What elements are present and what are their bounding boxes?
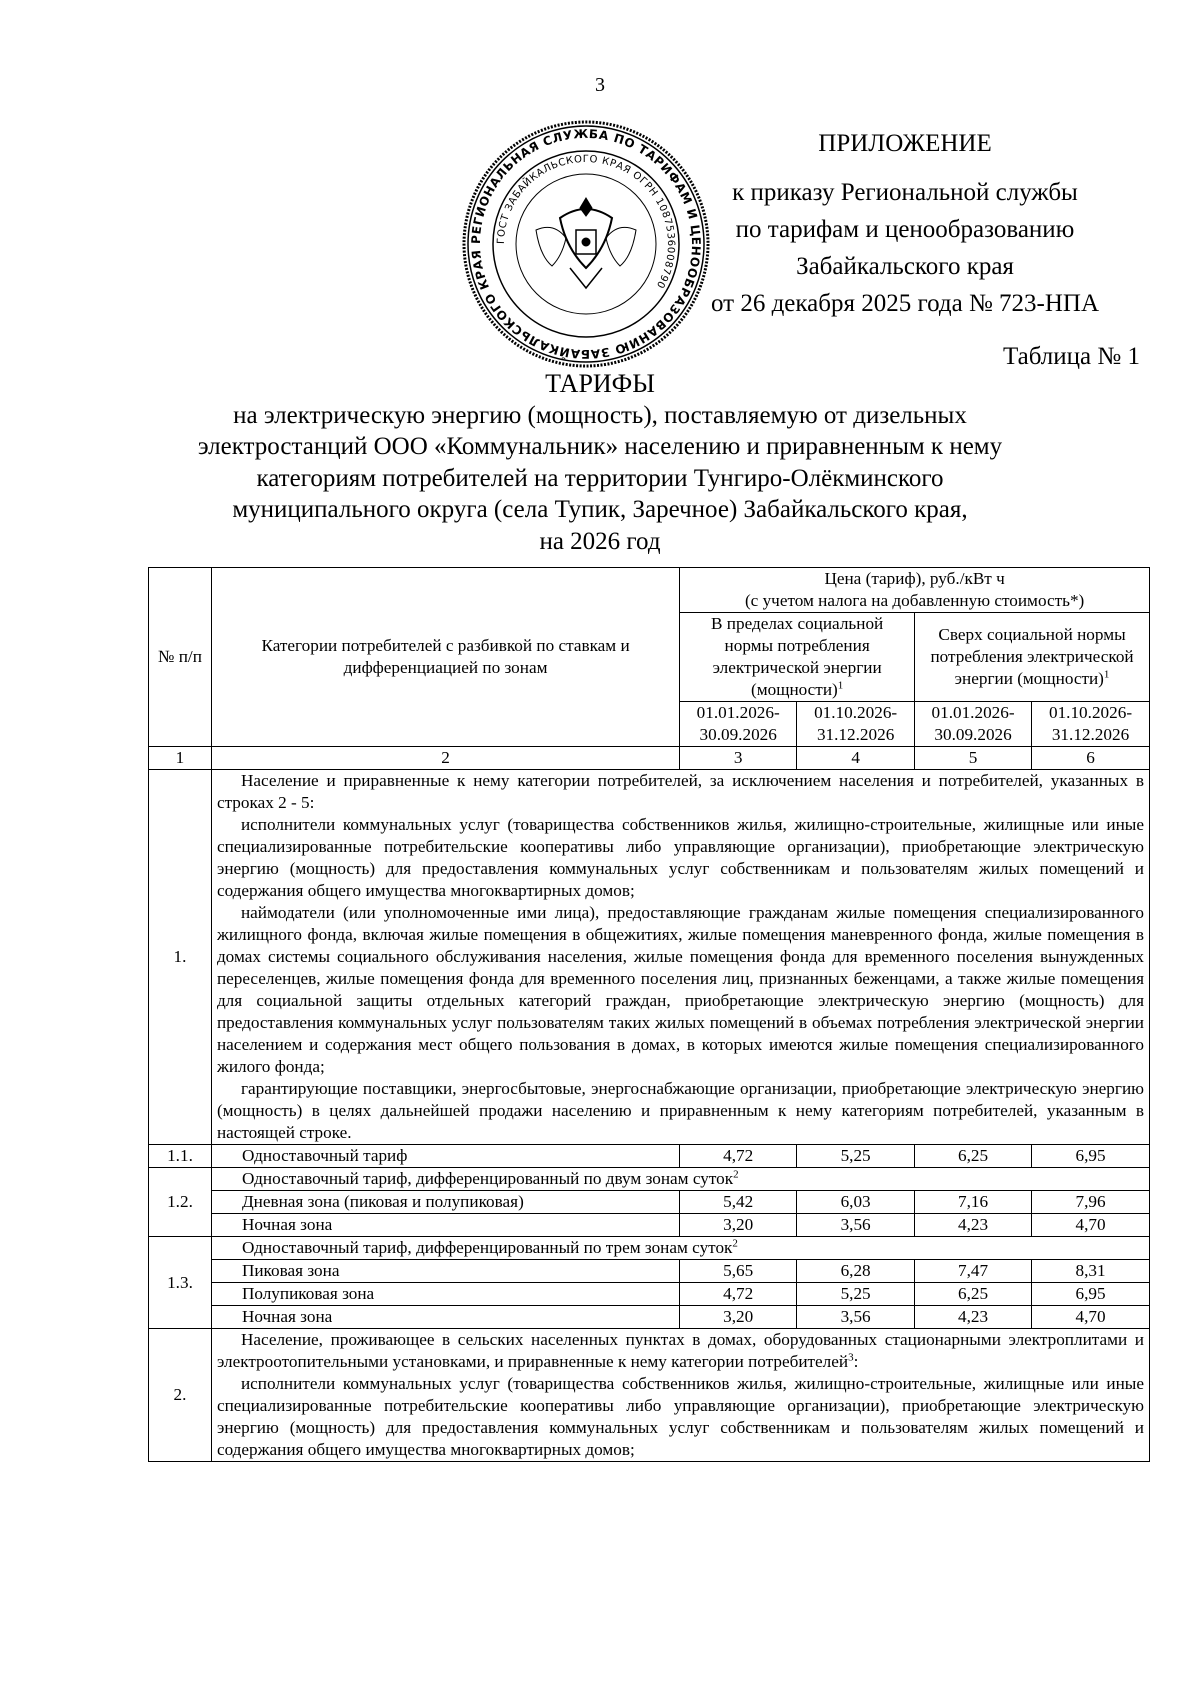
footnote-mark: 2 xyxy=(733,1168,739,1181)
table-row xyxy=(149,1214,1150,1237)
svg-text:РЕГИОНАЛЬНАЯ СЛУЖБА ПО ТАРИФАМ: РЕГИОНАЛЬНАЯ СЛУЖБА ПО ТАРИФАМ И ЦЕНООБРАЗОВАНИЮ ЗАБАЙКАЛЬСКОГО КРАЯ xyxy=(468,126,704,362)
appendix-block xyxy=(680,125,1130,322)
header-period: 01.10.2026-31.12.2026 xyxy=(797,702,915,747)
header-price-line: (с учетом налога на добавленную стоимость*) xyxy=(744,591,1085,610)
eagle-emblem-icon xyxy=(536,198,636,288)
tariff-value: 6,95 xyxy=(1032,1145,1150,1168)
appendix-heading: ПРИЛОЖЕНИЕ xyxy=(818,130,992,157)
paragraph: гарантирующие поставщики, энергосбытовые, энергоснабжающие организации, приобретающие электрическую энергию (мощность) в целях дальнейшей продажи населению и приравненным к нему категориям потребителей, указанным в настоящей строке. xyxy=(216,1079,1144,1142)
column-number: 3 xyxy=(680,747,797,770)
column-number: 2 xyxy=(211,747,679,770)
title-line: муниципального округа (села Тупик, Заречное) Забайкальского края, xyxy=(232,496,968,523)
svg-text:ГОСТ ЗАБАЙКАЛЬСКОГО КРАЯ ОГРН: ГОСТ ЗАБАЙКАЛЬСКОГО КРАЯ ОГРН 1087536008790 xyxy=(495,153,677,291)
footnote-mark: 1 xyxy=(837,679,844,692)
tariff-value: 6,28 xyxy=(797,1260,915,1283)
appendix-line: к приказу Региональной службы xyxy=(732,179,1078,206)
tariff-value: 3,20 xyxy=(680,1306,797,1329)
header-category: Категории потребителей с разбивкой по ставкам и дифференциацией по зонам xyxy=(211,568,679,747)
tariff-value: 3,20 xyxy=(680,1214,797,1237)
appendix-line: от 26 декабря 2025 года № 723-НПА xyxy=(710,290,1100,317)
row-number: 2. xyxy=(149,1329,212,1462)
table-row xyxy=(149,1168,1150,1191)
row-label: Дневная зона (пиковая и полупиковая) xyxy=(211,1191,679,1214)
tariff-value: 7,96 xyxy=(1032,1191,1150,1214)
footnote-mark: 1 xyxy=(1103,668,1110,681)
tariff-value: 7,47 xyxy=(915,1260,1032,1283)
row-number: 1.1. xyxy=(149,1145,212,1168)
column-number: 4 xyxy=(797,747,915,770)
tariff-value: 5,42 xyxy=(680,1191,797,1214)
row-label: Одноставочный тариф xyxy=(211,1145,679,1168)
paragraph: Население и приравненные к нему категории потребителей, за исключением населения и потребителей, указанных в строках 2 - 5: xyxy=(216,771,1144,812)
title-line: электростанций ООО «Коммунальник» населению и приравненным к нему xyxy=(197,433,1003,460)
appendix-line: по тарифам и ценообразованию xyxy=(735,216,1075,243)
column-number: 5 xyxy=(915,747,1032,770)
row-label: Пиковая зона xyxy=(211,1260,679,1283)
tariff-table xyxy=(148,567,1150,1462)
paragraph: Население, проживающее в сельских населенных пунктах в домах, оборудованных стационарными электроплитами и электроотопительными установками, и приравненные к нему категории потребителей$^3$: xyxy=(216,1330,1144,1371)
tariff-value: 4,72 xyxy=(680,1283,797,1306)
tariff-value: 5,25 xyxy=(797,1145,915,1168)
table-row xyxy=(149,1145,1150,1168)
appendix-line: Забайкальского края xyxy=(796,253,1014,280)
document-title xyxy=(140,368,1060,557)
header-above-norm: Сверх социальной нормы потребления электрической энергии (мощности)$^1$ xyxy=(915,613,1150,702)
tariff-value: 4,70 xyxy=(1032,1306,1150,1329)
table-row xyxy=(149,770,1150,1145)
header-price xyxy=(680,568,1150,613)
row-label: Ночная зона xyxy=(211,1214,679,1237)
header-within-norm: В пределах социальной нормы потребления электрической энергии (мощности)$^1$ xyxy=(680,613,915,702)
tariff-value: 5,65 xyxy=(680,1260,797,1283)
table-row xyxy=(149,1306,1150,1329)
row-number: 1.3. xyxy=(149,1237,212,1329)
header-period: 01.01.2026-30.09.2026 xyxy=(680,702,797,747)
tariff-value: 6,95 xyxy=(1032,1283,1150,1306)
tariff-value: 6,03 xyxy=(797,1191,915,1214)
footnote-mark: 3 xyxy=(848,1351,854,1364)
footnote-mark: 2 xyxy=(732,1237,738,1250)
tariff-value: 4,23 xyxy=(915,1306,1032,1329)
row-heading: Одноставочный тариф, дифференцированный по двум зонам суток$^2$ xyxy=(211,1168,1149,1191)
header-period: 01.10.2026-31.12.2026 xyxy=(1032,702,1150,747)
page-number: 3 xyxy=(595,74,605,96)
row-number: 1. xyxy=(149,770,212,1145)
tariff-value: 4,23 xyxy=(915,1214,1032,1237)
row-heading: Одноставочный тариф, дифференцированный по трем зонам суток$^2$ xyxy=(211,1237,1149,1260)
table-row xyxy=(149,1237,1150,1260)
table-row xyxy=(149,1191,1150,1214)
table-header-row xyxy=(149,568,1150,613)
header-period: 01.01.2026-30.09.2026 xyxy=(915,702,1032,747)
column-number: 6 xyxy=(1032,747,1150,770)
tariff-value: 8,31 xyxy=(1032,1260,1150,1283)
header-price-line: Цена (тариф), руб./кВт ч xyxy=(824,569,1005,588)
paragraph: наймодатели (или уполномоченные ими лица), предоставляющие гражданам жилые помещения специализированного жилищного фонда, включая жилые помещения в общежитиях, жилые помещения маневренного фонда, жилые помещения в домах системы социального обслуживания населения, жилые помещения фонда для временного поселения вынужденных переселенцев, жилые помещения фонда для временного поселения лиц, признанных беженцами, а также жилые помещения для социальной защиты отдельных категорий граждан, приобретающие электрическую энергию (мощность) для предоставления коммунальных услуг пользователям таких жилых помещений в объемах потребления электрической энергии населением и содержания мест общего пользования в домах, в которых имеются жилые помещения специализированного жилого фонда; xyxy=(216,903,1144,1076)
section-description xyxy=(211,770,1149,1145)
tariff-value: 4,70 xyxy=(1032,1214,1150,1237)
table-row xyxy=(149,1260,1150,1283)
tariff-value: 6,25 xyxy=(915,1283,1032,1306)
row-label: Полупиковая зона xyxy=(211,1283,679,1306)
column-number-row xyxy=(149,747,1150,770)
title-line: на 2026 год xyxy=(539,527,661,555)
title-main: ТАРИФЫ xyxy=(545,369,655,398)
paragraph: исполнители коммунальных услуг (товарищества собственников жилья, жилищно-строительные, жилищные или иные специализированные потребительские кооперативы либо управляющие организации), приобретающие электрическую энергию (мощность) для предоставления коммунальных услуг собственникам и пользователям жилых помещений и содержания общего имущества многоквартирных домов; xyxy=(216,1374,1144,1459)
header-num: № п/п xyxy=(149,568,212,747)
title-line: на электрическую энергию (мощность), поставляемую от дизельных xyxy=(233,401,967,429)
tariff-value: 7,16 xyxy=(915,1191,1032,1214)
tariff-value: 5,25 xyxy=(797,1283,915,1306)
title-line: категориям потребителей на территории Тунгиро-Олёкминского xyxy=(256,464,944,492)
row-number: 1.2. xyxy=(149,1168,212,1237)
tariff-value: 3,56 xyxy=(797,1306,915,1329)
official-seal xyxy=(460,118,712,370)
section-description xyxy=(211,1329,1149,1462)
tariff-value: 3,56 xyxy=(797,1214,915,1237)
tariff-value: 6,25 xyxy=(915,1145,1032,1168)
table-row xyxy=(149,1329,1150,1462)
row-label: Ночная зона xyxy=(211,1306,679,1329)
paragraph: исполнители коммунальных услуг (товарищества собственников жилья, жилищно-строительные, жилищные или иные специализированные потребительские кооперативы либо управляющие организации), приобретающие электрическую энергию (мощность) для предоставления коммунальных услуг собственникам и пользователям жилых помещений и содержания общего имущества многоквартирных домов; xyxy=(216,815,1144,900)
table-row xyxy=(149,1283,1150,1306)
column-number: 1 xyxy=(149,747,212,770)
tariff-value: 4,72 xyxy=(680,1145,797,1168)
table-number: Таблица № 1 xyxy=(1002,343,1140,370)
